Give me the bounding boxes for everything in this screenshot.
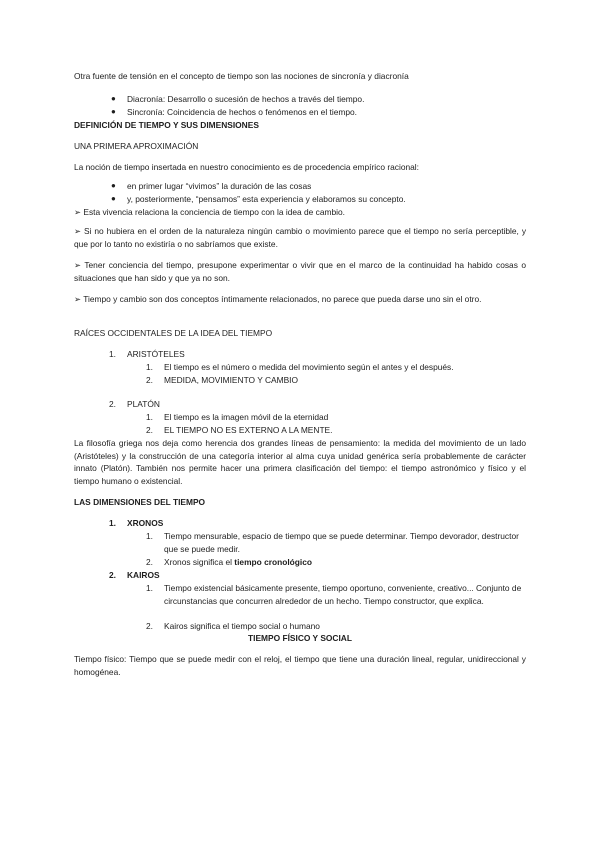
list-text: Tiempo mensurable, espacio de tiempo que se puede determinar. Tiempo devorador, destructor que se puede medir.: [164, 531, 519, 554]
arrow-icon: ➢: [74, 207, 82, 217]
arrow-item-cambio: [74, 293, 526, 306]
bullet-dot-icon: ●: [111, 94, 116, 103]
dimension-xronos: [109, 517, 164, 530]
list-number: 1.: [146, 412, 153, 422]
arrow-text: Esta vivencia relaciona la conciencia de tiempo con la idea de cambio.: [83, 207, 345, 217]
list-number: 2.: [109, 399, 116, 409]
arrow-item-naturaleza: [74, 225, 526, 250]
list-item: [146, 556, 526, 569]
bullet-diacronia: [111, 93, 527, 106]
bullet-text: Diacronía: Desarrollo o sucesión de hechos a través del tiempo.: [127, 94, 365, 104]
list-text: Kairos significa el tiempo social o humano: [164, 621, 320, 631]
subheading-aproximacion: UNA PRIMERA APROXIMACIÓN: [74, 141, 199, 151]
list-item: [146, 424, 526, 437]
list-number: 1.: [146, 531, 153, 541]
arrow-item-conciencia: [74, 259, 526, 284]
filosofia-paragraph: La filosofía griega nos deja como herencia dos grandes líneas de pensamiento: la medida del movimiento de un lado (Aristóteles) y la construcción de una categoría interior al alma cuya unidad genérica sería probablemente de carácter innato (Platón). También nos permite hacer una primera clasificación del tiempo: el tiempo astronómico y físico y el tiempo humano o existencial.: [74, 438, 526, 486]
bullet-dot-icon: ●: [111, 107, 116, 116]
bullet-sincronia: [111, 106, 527, 119]
bullet-pensamos: [111, 193, 527, 206]
bullet-dot-icon: ●: [111, 194, 116, 203]
intro-paragraph: Otra fuente de tensión en el concepto de tiempo son las nociones de sincronía y diacronía: [74, 71, 409, 81]
arrow-text: Si no hubiera en el orden de la naturaleza ningún cambio o movimiento parece que el tiempo no sería perceptible, y que por lo tanto no existiría o no sabríamos que existe.: [74, 226, 527, 249]
arrow-text: Tiempo y cambio son dos conceptos íntimamente relacionados, no parece que pueda darse uno sin el otro.: [83, 294, 482, 304]
list-number: 2.: [146, 425, 153, 435]
list-label: PLATÓN: [127, 399, 160, 409]
arrow-item-vivencia: [74, 206, 526, 219]
bullet-text: Sincronía: Coincidencia de hechos o fenómenos en el tiempo.: [127, 107, 357, 117]
list-text: Xronos significa el: [164, 557, 235, 567]
list-label: KAIROS: [127, 570, 160, 580]
bullet-text: en primer lugar “vivimos” la duración de las cosas: [127, 181, 312, 191]
list-item: [146, 530, 526, 555]
arrow-icon: ➢: [74, 226, 82, 236]
list-number: 2.: [146, 621, 153, 631]
arrow-text: Tener conciencia del tiempo, presupone experimentar o vivir que en el marco de la continuidad ha habido cosas o situaciones que han sido y que ya no son.: [74, 260, 526, 283]
list-text: EL TIEMPO NO ES EXTERNO A LA MENTE.: [164, 425, 333, 435]
list-number: 1.: [109, 349, 116, 359]
bullet-vivimos: [111, 180, 527, 193]
list-number: 1.: [146, 583, 153, 593]
raiz-platon: [109, 398, 160, 411]
list-item: [146, 620, 526, 633]
nocion-paragraph: La noción de tiempo insertada en nuestro conocimiento es de procedencia empírico racional:: [74, 162, 419, 172]
heading-fisico: TIEMPO FÍSICO Y SOCIAL: [248, 633, 352, 643]
raiz-aristoteles: [109, 348, 185, 361]
list-item: [146, 582, 526, 607]
list-item: [146, 361, 526, 374]
list-number: 1.: [109, 518, 116, 528]
fisico-paragraph: Tiempo físico: Tiempo que se puede medir con el reloj, el tiempo que tiene una duración lineal, regular, unidireccional y homogénea.: [74, 654, 526, 677]
list-text: Tiempo existencial básicamente presente, tiempo oportuno, conveniente, creativo... Conjunto de circunstancias que concurren alrededor de un hecho. Tiempo constructor, que explica.: [164, 583, 522, 606]
list-item: [146, 374, 526, 387]
list-label: XRONOS: [127, 518, 164, 528]
arrow-icon: ➢: [74, 260, 82, 270]
heading-definicion: DEFINICIÓN DE TIEMPO Y SUS DIMENSIONES: [74, 120, 259, 130]
list-text: El tiempo es la imagen móvil de la eternidad: [164, 412, 329, 422]
list-text-bold: tiempo cronológico: [234, 557, 312, 567]
list-text: El tiempo es el número o medida del movimiento según el antes y el después.: [164, 362, 454, 372]
heading-raices: RAÍCES OCCIDENTALES DE LA IDEA DEL TIEMPO: [74, 328, 273, 338]
list-number: 2.: [146, 375, 153, 385]
bullet-text: y, posteriormente, “pensamos” esta experiencia y elaboramos su concepto.: [127, 194, 406, 204]
list-number: 1.: [146, 362, 153, 372]
list-number: 2.: [146, 557, 153, 567]
arrow-icon: ➢: [74, 294, 82, 304]
dimension-kairos: [109, 569, 160, 582]
list-text: MEDIDA, MOVIMIENTO Y CAMBIO: [164, 375, 299, 385]
list-label: ARISTÓTELES: [127, 349, 185, 359]
heading-dimensiones: LAS DIMENSIONES DEL TIEMPO: [74, 497, 206, 507]
list-number: 2.: [109, 570, 116, 580]
list-item: [146, 411, 526, 424]
bullet-dot-icon: ●: [111, 181, 116, 190]
